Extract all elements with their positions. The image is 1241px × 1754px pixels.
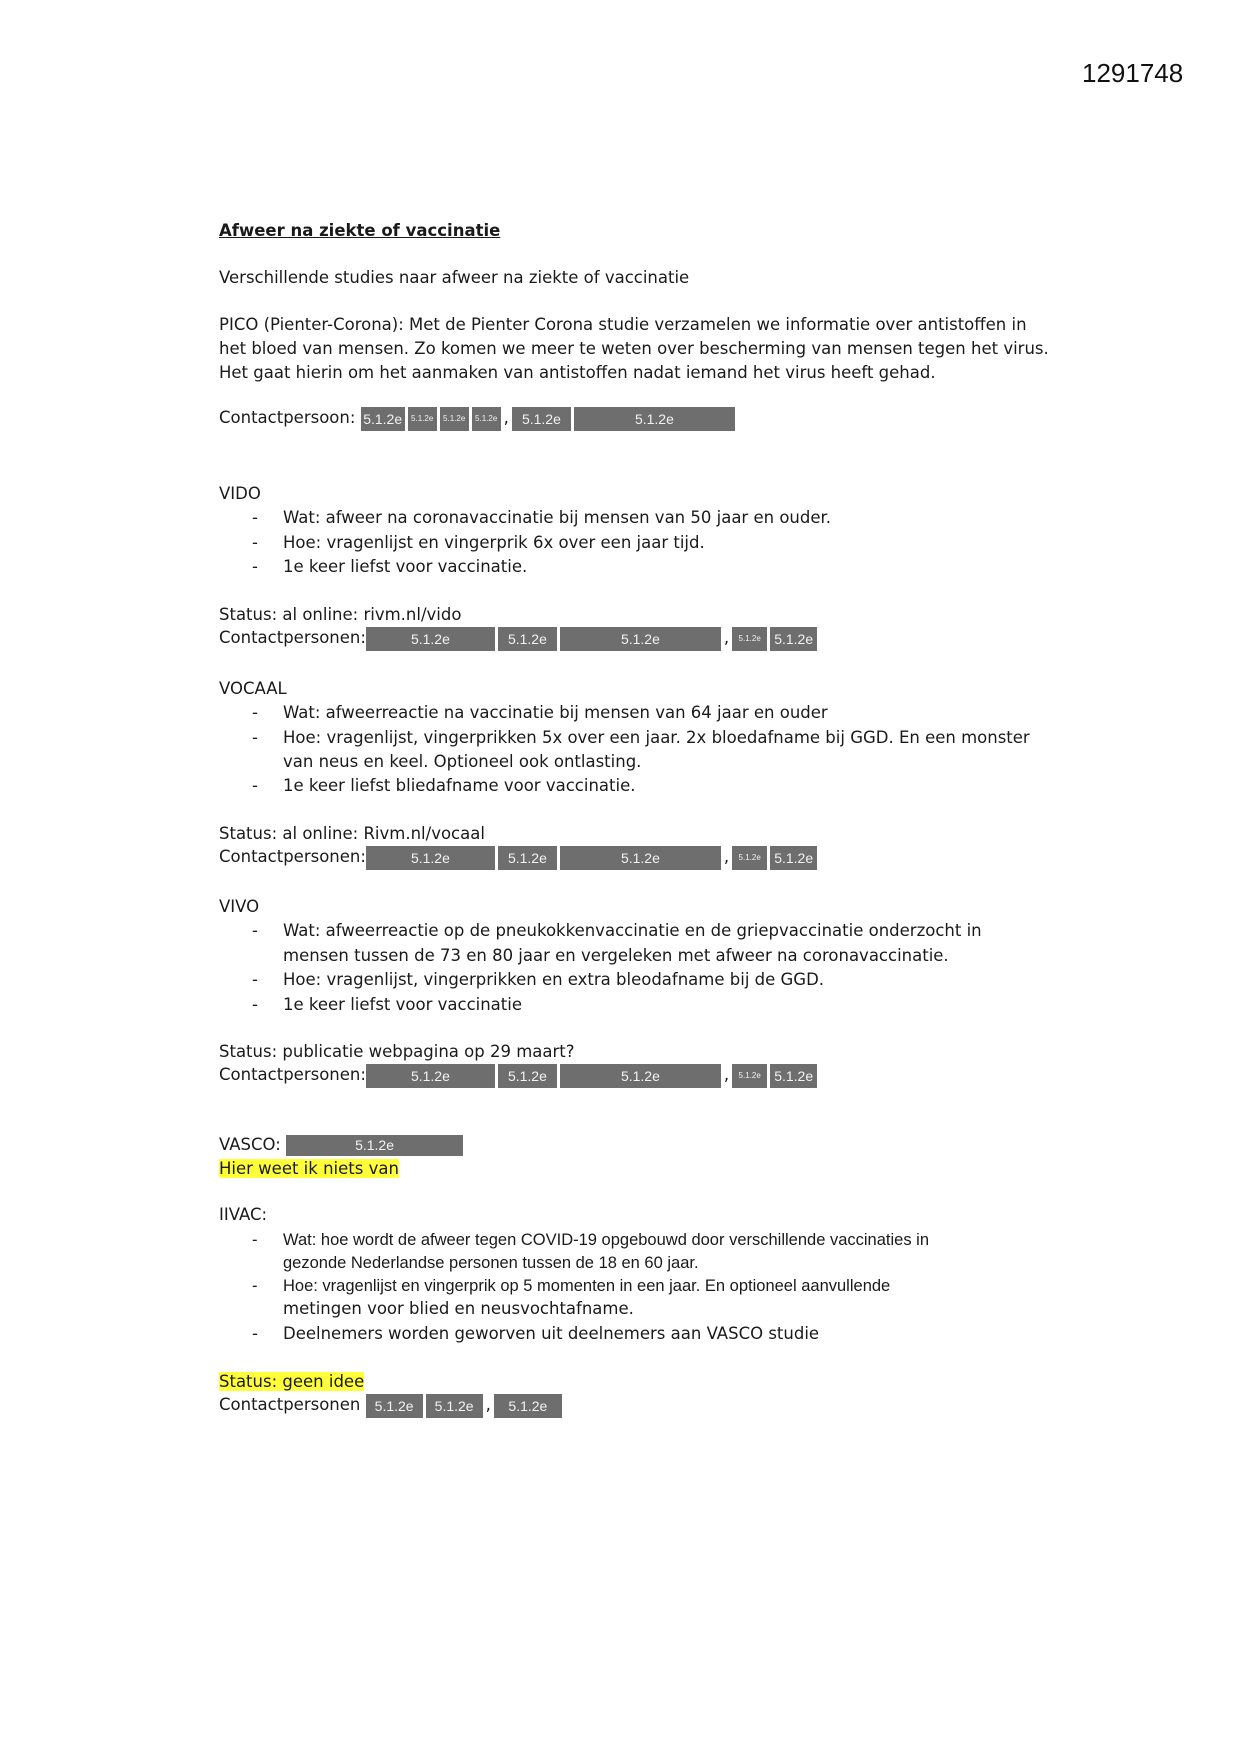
document-number: 1291748 [1082, 58, 1184, 88]
redaction-block: 5.1.2e [732, 627, 767, 651]
separator-comma: , [503, 408, 509, 428]
iivac-contact-row [219, 1393, 565, 1418]
vivo-contact-row [219, 1063, 820, 1088]
vasco-label: VASCO: [219, 1135, 281, 1154]
redaction-block: 5.1.2e [366, 1394, 423, 1418]
bullet-text: mensen tussen de 73 en 80 jaar en vergeleken met afweer na coronavaccinatie. [283, 946, 949, 965]
bullet-dash: - [252, 921, 258, 940]
vocaal-status: Status: al online: Rivm.nl/vocaal [219, 824, 485, 843]
vocaal-heading: VOCAAL [219, 679, 287, 698]
pico-line-3: Het gaat hierin om het aanmaken van antistoffen nadat iemand het virus heeft gehad. [219, 363, 936, 382]
bullet-text: Hoe: vragenlijst en vingerprik 6x over een jaar tijd. [283, 533, 705, 552]
redaction-block: 5.1.2e [560, 627, 721, 651]
bullet-text: Hoe: vragenlijst, vingerprikken 5x over een jaar. 2x bloedafname bij GGD. En een monster [283, 728, 1030, 747]
redaction-block: 5.1.2e [361, 407, 405, 431]
vido-contact-label: Contactpersonen: [219, 628, 366, 647]
bullet-text: 1e keer liefst voor vaccinatie [283, 995, 522, 1014]
redaction-block: 5.1.2e [366, 627, 495, 651]
pico-line-1: PICO (Pienter-Corona): Met de Pienter Corona studie verzamelen we informatie over antistoffen in [219, 315, 1027, 334]
bullet-text: Wat: hoe wordt de afweer tegen COVID-19 opgebouwd door verschillende vaccinaties in [283, 1231, 929, 1249]
redaction-block: 5.1.2e [440, 407, 469, 431]
bullet-dash: - [252, 508, 258, 527]
bullet-dash: - [252, 703, 258, 722]
redaction-block: 5.1.2e [574, 407, 735, 431]
vido-heading: VIDO [219, 484, 261, 503]
separator-comma: , [723, 847, 730, 867]
bullet-text: 1e keer liefst bliedafname voor vaccinatie. [283, 776, 636, 795]
vivo-status: Status: publicatie webpagina op 29 maart? [219, 1042, 575, 1061]
redaction-block: 5.1.2e [498, 627, 557, 651]
vasco-note [219, 1157, 399, 1182]
bullet-text: metingen voor blied en neusvochtafname. [283, 1299, 634, 1318]
redaction-block: 5.1.2e [560, 846, 721, 870]
vido-contact-row [219, 626, 820, 651]
vivo-heading: VIVO [219, 897, 260, 916]
redaction-block: 5.1.2e [286, 1135, 463, 1156]
redaction-block: 5.1.2e [498, 1064, 557, 1088]
redaction-block: 5.1.2e [426, 1394, 483, 1418]
redaction-block: 5.1.2e [498, 846, 557, 870]
redaction-block: 5.1.2e [494, 1394, 562, 1418]
intro-text: Verschillende studies naar afweer na ziekte of vaccinatie [219, 268, 690, 287]
document-title: Afweer na ziekte of vaccinatie [219, 221, 501, 240]
bullet-text: Wat: afweerreactie na vaccinatie bij mensen van 64 jaar en ouder [283, 703, 828, 722]
highlighted-note: Hier weet ik niets van [219, 1159, 399, 1178]
bullet-text: Wat: afweerreactie op de pneukokkenvaccinatie en de griepvaccinatie onderzocht in [283, 921, 982, 940]
bullet-dash: - [252, 776, 258, 795]
separator-comma: , [723, 1065, 730, 1085]
bullet-dash: - [252, 728, 258, 747]
bullet-dash: - [252, 1231, 258, 1249]
redaction-block: 5.1.2e [732, 846, 767, 870]
redaction-block: 5.1.2e [560, 1064, 721, 1088]
bullet-text: Hoe: vragenlijst, vingerprikken en extra bleodafname bij de GGD. [283, 970, 825, 989]
bullet-dash: - [252, 1324, 258, 1343]
bullet-text: Hoe: vragenlijst en vingerprik op 5 momenten in een jaar. En optioneel aanvullende [283, 1277, 891, 1295]
bullet-dash: - [252, 970, 258, 989]
iivac-heading: IIVAC: [219, 1205, 268, 1224]
pico-line-2: het bloed van mensen. Zo komen we meer te weten over bescherming van mensen tegen het virus. [219, 339, 1049, 358]
vido-status: Status: al online: rivm.nl/vido [219, 605, 462, 624]
bullet-text: Wat: afweer na coronavaccinatie bij mensen van 50 jaar en ouder. [283, 508, 832, 527]
bullet-dash: - [252, 557, 258, 576]
pico-contact-row [219, 406, 738, 431]
redaction-block: 5.1.2e [366, 846, 495, 870]
highlighted-status: Status: geen idee [219, 1372, 365, 1391]
redaction-block: 5.1.2e [408, 407, 437, 431]
redaction-block: 5.1.2e [770, 627, 817, 651]
bullet-dash: - [252, 533, 258, 552]
redaction-block: 5.1.2e [770, 1064, 817, 1088]
redaction-block: 5.1.2e [770, 846, 817, 870]
vivo-contact-label: Contactpersonen: [219, 1065, 366, 1084]
bullet-text: 1e keer liefst voor vaccinatie. [283, 557, 528, 576]
redaction-block: 5.1.2e [472, 407, 501, 431]
vasco-row [219, 1133, 466, 1158]
vocaal-contact-label: Contactpersonen: [219, 847, 366, 866]
separator-comma: , [485, 1395, 491, 1415]
redaction-block: 5.1.2e [366, 1064, 495, 1088]
pico-contact-label: Contactpersoon: [219, 408, 356, 427]
bullet-dash: - [252, 1277, 258, 1295]
vocaal-contact-row [219, 845, 820, 870]
iivac-contact-label: Contactpersonen [219, 1395, 361, 1414]
iivac-status [219, 1370, 364, 1395]
separator-comma: , [723, 628, 730, 648]
bullet-text: van neus en keel. Optioneel ook ontlasting. [283, 752, 642, 771]
redaction-block: 5.1.2e [512, 407, 571, 431]
redaction-block: 5.1.2e [732, 1064, 767, 1088]
bullet-text: Deelnemers worden geworven uit deelnemers aan VASCO studie [283, 1324, 820, 1343]
bullet-text: gezonde Nederlandse personen tussen de 18 en 60 jaar. [283, 1254, 699, 1272]
bullet-dash: - [252, 995, 258, 1014]
